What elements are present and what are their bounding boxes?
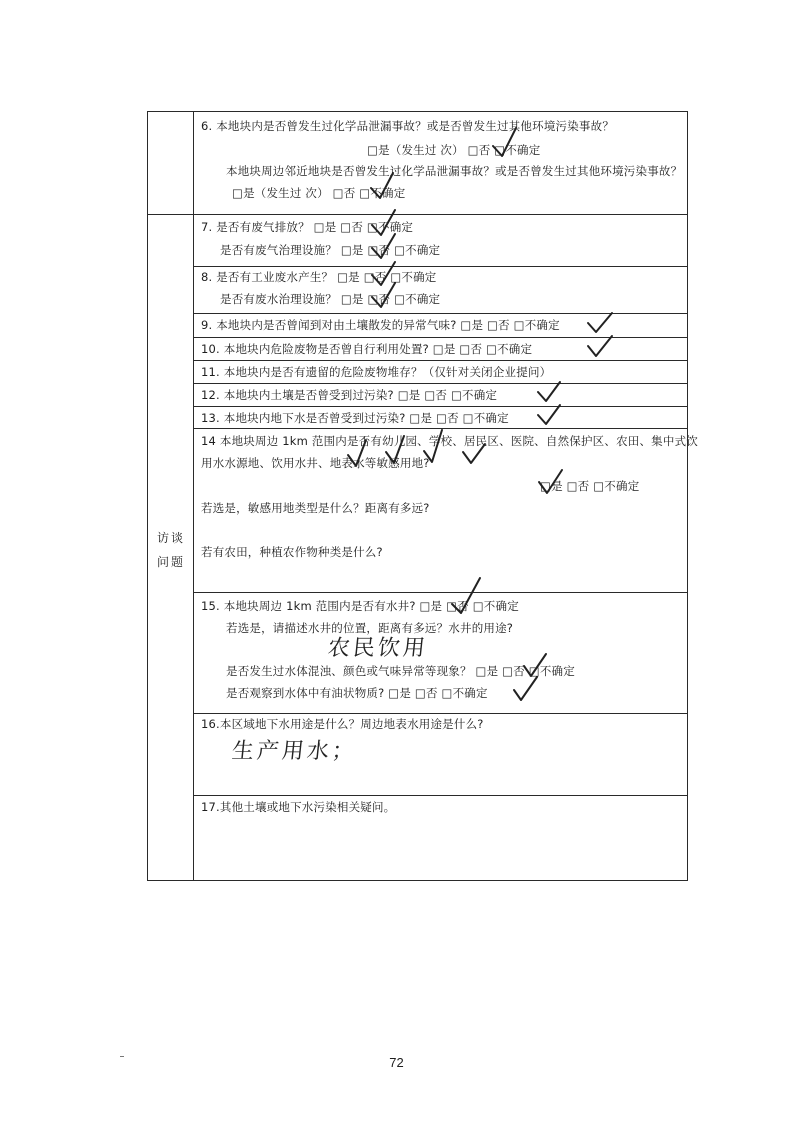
- q14-followup2: 若有农田，种植农作物种类是什么?: [201, 545, 383, 559]
- q7-line1: 7. 是否有废气排放？ □是 □否 □不确定: [201, 220, 414, 234]
- q13: 13. 本地块内地下水是否曾受到过污染? □是 □否 □不确定: [201, 411, 509, 425]
- interview-questions-label: [150, 526, 192, 574]
- q6-options: □是（发生过 次） □否 □不确定: [367, 143, 541, 157]
- q6-line3: 本地块周边邻近地块是否曾发生过化学品泄漏事故？或是否曾发生过其他环境污染事故？: [226, 164, 683, 178]
- side-label-line2: 问题: [156, 555, 185, 569]
- q17: 17.其他土壤或地下水污染相关疑问。: [201, 800, 396, 814]
- row-divider: [193, 795, 688, 796]
- q15-line1: 15. 本地块周边 1km 范围内是否有水井? □是 □否 □不确定: [201, 599, 519, 613]
- q14-line2: 用水水源地、饮用水井、地表水等敏感用地?: [201, 456, 430, 470]
- q15-line4: 是否观察到水体中有油状物质? □是 □否 □不确定: [226, 686, 488, 700]
- q14-options: □是 □否 □不确定: [540, 479, 640, 493]
- q6-options-2: □是（发生过 次） □否 □不确定: [232, 186, 406, 200]
- row-divider: [147, 214, 688, 215]
- q9: 9. 本地块内是否曾闻到对由土壤散发的异常气味? □是 □否 □不确定: [201, 318, 560, 332]
- q15-line3: 是否发生过水体混浊、颜色或气味异常等现象？ □是 □否 □不确定: [226, 664, 575, 678]
- q15-handwritten-answer: 农民饮用: [326, 636, 430, 661]
- row-divider: [193, 313, 688, 314]
- row-divider: [193, 383, 688, 384]
- row-divider: [193, 266, 688, 267]
- side-label-line1: 访谈: [156, 531, 185, 545]
- row-divider: [193, 337, 688, 338]
- q14-followup1: 若选是，敏感用地类型是什么？距离有多远?: [201, 501, 430, 515]
- q15-line2: 若选是，请描述水井的位置，距离有多远？水井的用途?: [226, 621, 514, 635]
- row-divider: [193, 428, 688, 429]
- q14-line1: 14 本地块周边 1km 范围内是否有幼儿园、学校、居民区、医院、自然保护区、农田、集中式饮: [201, 434, 698, 448]
- q16-handwritten-answer: 生产用水；: [230, 739, 359, 764]
- q6-line1: 6. 本地块内是否曾发生过化学品泄漏事故？或是否曾发生过其他环境污染事故？: [201, 119, 615, 133]
- q7-line2: 是否有废气治理设施？ □是 □否 □不确定: [220, 243, 441, 257]
- row-divider: [193, 713, 688, 714]
- row-divider: [193, 360, 688, 361]
- row-divider: [193, 406, 688, 407]
- q12: 12. 本地块内土壤是否曾受到过污染? □是 □否 □不确定: [201, 388, 498, 402]
- q11: 11. 本地块内是否有遗留的危险废物堆存？（仅针对关闭企业提问）: [201, 365, 552, 379]
- q8-line1: 8. 是否有工业废水产生？ □是 □否 □不确定: [201, 270, 437, 284]
- q10: 10. 本地块内危险废物是否曾自行利用处置? □是 □否 □不确定: [201, 342, 533, 356]
- page-number: 72: [389, 1055, 404, 1070]
- column-divider: [193, 111, 194, 881]
- q8-line2: 是否有废水治理设施？ □是 □否 □不确定: [220, 292, 441, 306]
- row-divider: [193, 592, 688, 593]
- q16-line1: 16.本区域地下水用途是什么？周边地表水用途是什么?: [201, 717, 484, 731]
